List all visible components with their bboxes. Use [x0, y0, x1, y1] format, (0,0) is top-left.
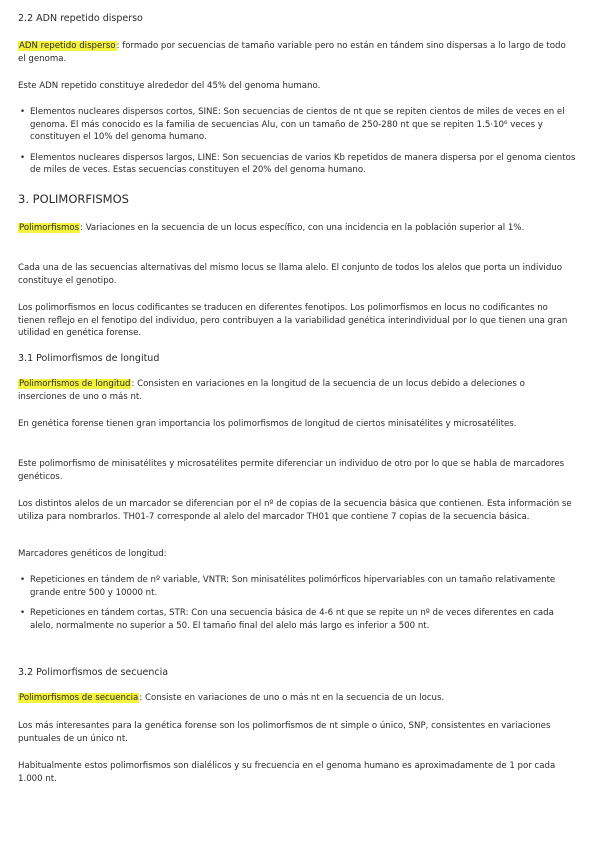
definition-text: : Consisten en variaciones en la longitud de la secuencia de un locus debido a deleciones o inserciones de uno o más nt.: [18, 379, 525, 402]
paragraph-alleles: Cada una de las secuencias alternativas del mismo locus se llama alelo. El conjunto de todos los alelos que porta un individuo constituye el genotipo.: [18, 263, 562, 286]
paragraph-percent: Este ADN repetido constituye alrededor del 45% del genoma humano.: [18, 81, 321, 91]
definition-adn-disperso: [18, 40, 576, 65]
definition-polimorfismos: [18, 222, 576, 235]
definition-text: : formado por secuencias de tamaño variable pero no están en tándem sino dispersas a lo largo de todo el genoma.: [18, 41, 566, 64]
list-item-str: • Repeticiones en tándem cortas, STR: Con una secuencia básica de 4-6 nt que se repite un nº de veces diferentes en cada alelo, normalmente no superior a 50. El tamaño final del alelo más largo es inferior a 500 nt.: [30, 607, 576, 632]
list-sine-line: [18, 106, 576, 177]
list-item-line: • Elementos nucleares dispersos largos, LINE: Son secuencias de varios Kb repetidos de manera dispersa por el genoma cientos de miles de veces. Estas secuencias constituyen el 20% del genoma humano.: [30, 152, 576, 177]
paragraph-forensic: En genética forense tienen gran importancia los polimorfismos de longitud de ciertos minisatélites y microsatélites.: [18, 419, 517, 429]
section-3: [18, 192, 576, 207]
heading-3: 3. POLIMORFISMOS: [18, 192, 129, 206]
paragraph-freq: Habitualmente estos polimorfismos son dialélicos y su frecuencia en el genoma humano es aproximadamente de 1 por cada 1.000 nt.: [18, 761, 556, 784]
markers-heading: Marcadores genéticos de longitud:: [18, 549, 167, 559]
term-highlight: ADN repetido disperso: [19, 41, 116, 51]
paragraph-markers: Este polimorfismo de minisatélites y microsatélites permite diferenciar un individuo de otro por lo que se habla de marcadores genéticos.: [18, 459, 565, 482]
definition-text: : Variaciones en la secuencia de un locus específico, con una incidencia en la población superior al 1%.: [80, 223, 525, 233]
section-3-2: [18, 666, 576, 679]
term-highlight: Polimorfismos de secuencia: [19, 693, 139, 703]
heading-3-2: 3.2 Polimorfismos de secuencia: [18, 667, 169, 678]
list-item-sine: • Elementos nucleares dispersos cortos, SINE: Son secuencias de cientos de nt que se repiten cientos de miles de veces en el genoma. El más conocido es la familia de secuencias Alu, con un tamaño de 250-280 nt que se repiten 1.5·10⁶ veces y constituyen el 10% del genoma humano.: [30, 106, 576, 144]
section-3-1: [18, 352, 576, 365]
paragraph-coding: Los polimorfismos en locus codificantes se traducen en diferentes fenotipos. Los polimorfismos en locus no codificantes no tienen reflejo en el fenotipo del individuo, pero contribuyen a la variabilidad genética interindividual por lo que tienen una gran utilidad en genética forense.: [18, 303, 568, 339]
list-item-vntr: • Repeticiones en tándem de nº variable, VNTR: Son minisatélites polimórficos hipervariables con un tamaño relativamente grande entre 500 y 10000 nt.: [30, 574, 576, 599]
heading-3-1: 3.1 Polimorfismos de longitud: [18, 353, 160, 364]
list-vntr-str: [18, 574, 576, 632]
paragraph-alleles-copies: Los distintos alelos de un marcador se diferencian por el nº de copias de la secuencia básica que contienen. Esta información se utiliza para nombrarlos. TH01-7 corresponde al alelo del marcador TH01 que contiene 7 copias de la secuencia básica.: [18, 499, 572, 522]
definition-longitud: [18, 378, 576, 403]
paragraph-snp: Los más interesantes para la genética forense son los polimorfismos de nt simple o único, SNP, consistentes en variaciones puntuales de un único nt.: [18, 721, 551, 744]
definition-text: : Consiste en variaciones de uno o más nt en la secuencia de un locus.: [139, 693, 445, 703]
term-highlight: Polimorfismos de longitud: [19, 379, 131, 389]
section-2-2: [18, 12, 576, 25]
definition-secuencia: [18, 692, 576, 705]
heading-2-2: 2.2 ADN repetido disperso: [18, 13, 143, 24]
term-highlight: Polimorfismos: [19, 223, 80, 233]
